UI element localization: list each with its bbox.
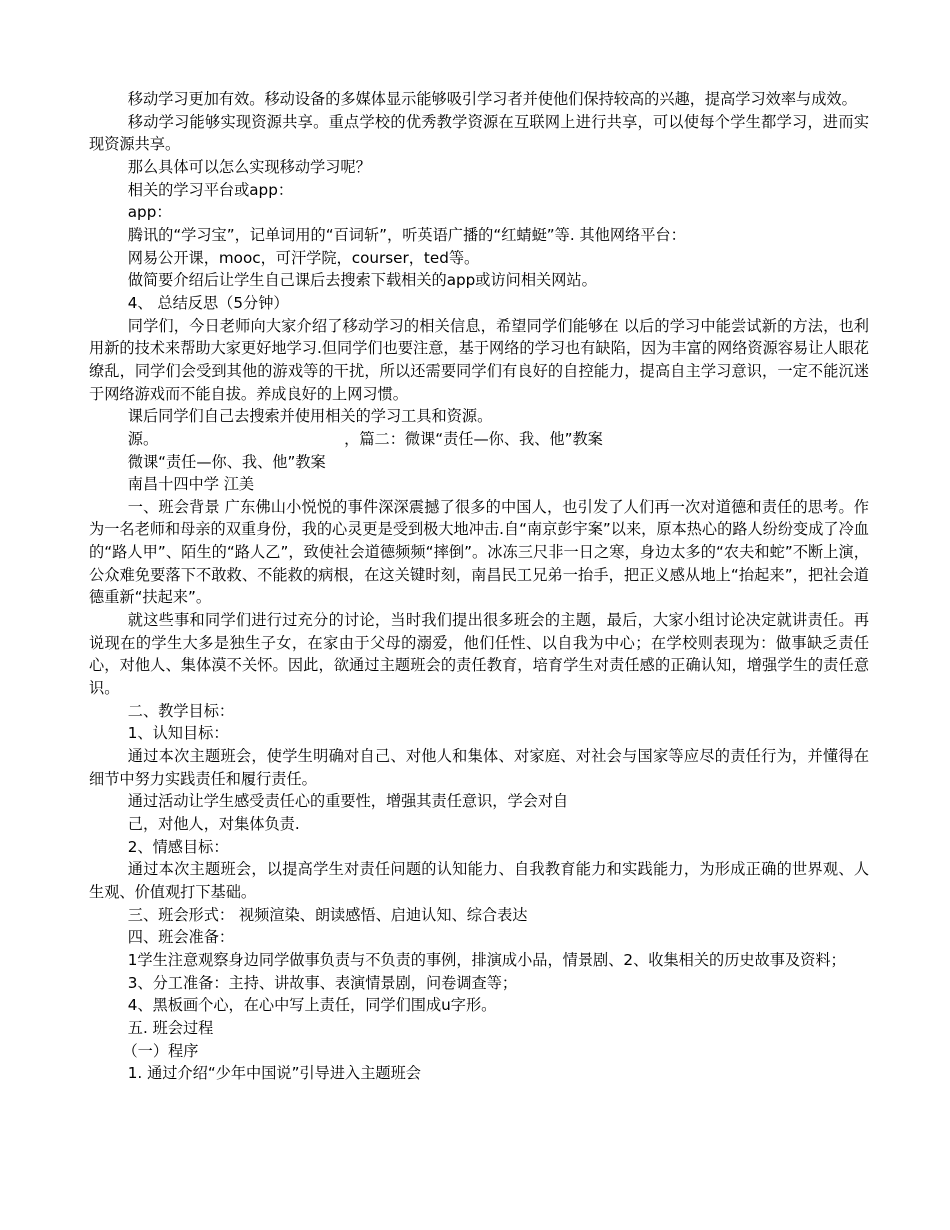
paragraph: 做简要介绍后让学生自己课后去搜索下载相关的app或访问相关网站。 (127, 271, 597, 290)
document-body (89, 88, 869, 1085)
paragraph: app： (127, 203, 172, 222)
paragraph: 同学们，今日老师向大家介绍了移动学习的相关信息，希望同学们能够在 以后的学习中能尝试新的方法，也利用新的技术来帮助大家更好地学习.但同学们也要注意，基于网络的学习也有缺陷，因为丰富的网络资源容易让人眼花缭乱，同学们会受到其他的游戏等的干扰，所以还需要同学们有良好的自控能力，提高自主学习意识，一定不能沉迷于网络游戏而不能自拔。养成良好的上网习惯。 (89, 316, 869, 403)
paragraph: 一、班会背景 广东佛山小悦悦的事件深深震撼了很多的中国人，也引发了人们再一次对道德和责任的思考。作为一名老师和母亲的双重身份，我的心灵更是受到极大地冲击.自“南京彭宇案”以来，原本热心的路人纷纷变成了冷血的“路人甲”、陌生的“路人乙”，致使社会道德频频“摔倒”。冰冻三尺非一日之寒，身边太多的“农夫和蛇”不断上演，公众难免要落下不敢救、不能救的病根，在这关键时刻，南昌民工兄弟一抬手，把正义感从地上“抬起来”，把社会道德重新“扶起来”。 (89, 497, 869, 607)
paragraph: 就这些事和同学们进行过充分的讨论，当时我们提出很多班会的主题，最后，大家小组讨论决定就讲责任。再说现在的学生大多是独生子女，在家由于父母的溺爱，他们任性、以自我为中心；在学校则表现为：做事缺乏责任心，对他人、集体漠不关怀。因此，欲通过主题班会的责任教育，培育学生对责任感的正确认知，增强学生的责任意识。 (89, 611, 869, 698)
paragraph: 那么具体可以怎么实现移动学习呢？ (127, 157, 371, 176)
paragraph: 4、黑板画个心，在心中写上责任，同学们围成u字形。 (127, 996, 497, 1015)
sub-heading: 1、认知目标： (127, 724, 229, 743)
paragraph: 课后同学们自己去搜索并使用相关的学习工具和资源。 (127, 407, 493, 426)
paragraph: 己，对他人，对集体负责. (127, 815, 300, 833)
paragraph: 移动学习能够实现资源共享。重点学校的优秀教学资源在互联网上进行共享，可以使每个学生都学习，进而实现资源共享。 (89, 112, 869, 154)
sub-heading: （一）程序 (122, 1041, 199, 1060)
section-heading: 三、班会形式： 视频渲染、朗读感悟、启迪认知、综合表达 (127, 905, 528, 924)
paragraph: 3、分工准备：主持、讲故事、表演情景剧，问卷调查等； (127, 973, 518, 992)
paragraph: 腾讯的“学习宝”，记单词用的“百词斩”，听英语广播的“红蜻蜓”等. 其他网络平台： (127, 225, 686, 244)
split-line-right: ，篇二：微课“责任—你、我、他”教案 (344, 429, 603, 448)
split-line-left: 源。 (127, 429, 159, 448)
sub-heading: 2、情感目标： (127, 837, 229, 856)
paragraph: 移动学习更加有效。移动设备的多媒体显示能够吸引学习者并使他们保持较高的兴趣，提高学习效率与成效。 (127, 90, 857, 108)
split-line (89, 428, 869, 451)
section-heading: 二、教学目标： (127, 701, 235, 720)
document-title: 微课“责任—你、我、他”教案 (127, 452, 326, 471)
paragraph: 通过活动让学生感受责任心的重要性，增强其责任意识，学会对自 (127, 792, 569, 811)
section-heading: 四、班会准备： (127, 928, 235, 947)
section-heading: 4、 总结反思（5分钟） (127, 293, 289, 312)
paragraph: 1学生注意观察身边同学做事负责与不负责的事例，排演成小品，情景剧、2、收集相关的历史故事及资料； (127, 950, 846, 969)
paragraph: 相关的学习平台或app： (127, 180, 294, 199)
author-line: 南昌十四中学 江美 (127, 475, 255, 494)
section-heading: 五. 班会过程 (127, 1018, 214, 1037)
paragraph: 网易公开课，mooc，可汗学院，courser，ted等。 (127, 248, 480, 267)
paragraph: 通过本次主题班会，使学生明确对自己、对他人和集体、对家庭、对社会与国家等应尽的责任行为，并懂得在细节中努力实践责任和履行责任。 (89, 747, 869, 788)
paragraph: 通过本次主题班会，以提高学生对责任问题的认知能力、自我教育能力和实践能力，为形成正确的世界观、人生观、价值观打下基础。 (89, 860, 869, 901)
paragraph: 1. 通过介绍“少年中国说”引导进入主题班会 (127, 1064, 421, 1083)
